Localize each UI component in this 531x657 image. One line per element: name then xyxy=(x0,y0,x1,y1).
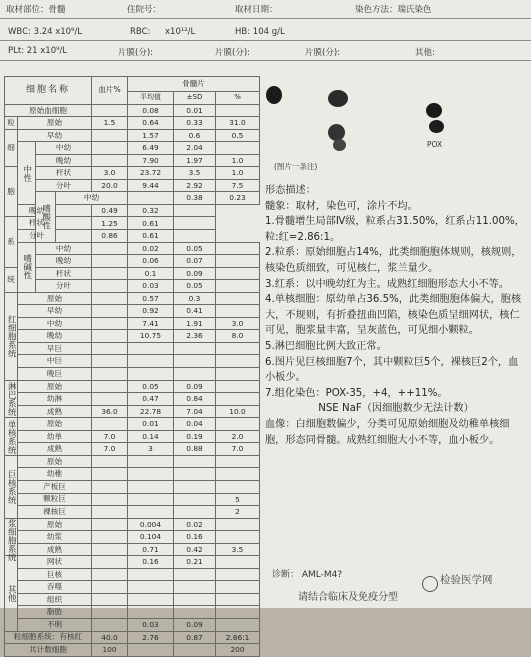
table-row: 红细胞系统 原始 0.57 0.3 xyxy=(5,292,260,305)
table-row: 粒 原始 1.5 0.64 0.33 31.0 xyxy=(5,117,260,130)
table-row: 粒细胞系统：有核红 40.0 2.76 0.87 2.86:1 xyxy=(5,631,260,644)
nse-line: NSE NaF（因细胞数少无法计数） xyxy=(318,403,474,415)
description-line: 6.图片见巨核细胞7个，其中颗粒巨5个，裸核巨2个，血小板少。 xyxy=(265,356,519,384)
table-row: 脂肪 xyxy=(5,606,260,619)
date-label: 取材日期： xyxy=(235,5,278,15)
diagnosis: 诊断： AML-M4? xyxy=(272,570,343,580)
site-label: 取材部位：骨髓 xyxy=(6,5,66,15)
table-row: 幼浆 0.104 0.16 xyxy=(5,531,260,544)
advice: 请结合临床及免疫分型 xyxy=(298,592,398,603)
morphology-description xyxy=(265,183,527,448)
table-row: 统 杆状 0.1 0.09 xyxy=(5,267,260,280)
description-line: 3.红系：以中晚幼红为主。成熟红细胞形态大小不等。 xyxy=(265,278,510,290)
wbc-value: WBC: 3.24 x10⁹/L xyxy=(8,27,83,37)
smear2-label: 片膜(分): xyxy=(215,48,250,58)
table-row: 细 早幼 1.57 0.6 0.5 xyxy=(5,129,260,142)
table-row: 淋巴系统 原始 0.05 0.09 xyxy=(5,380,260,393)
description-line: 7.组化染色：POX-35，+4，++11%。 xyxy=(265,387,448,399)
table-row: 巨核系统 原始 xyxy=(5,455,260,468)
table-row: 单核系统 原始 0.01 0.04 xyxy=(5,418,260,431)
rbc-unit: x10¹²/L xyxy=(165,27,196,37)
cell-count-table xyxy=(4,76,260,657)
table-row: 晚幼 0.49 0.32 xyxy=(5,204,260,217)
header-sd: ±SD xyxy=(174,92,216,105)
watermark: 检验医学网 xyxy=(440,574,493,586)
table-row: 原始血细胞 0.08 0.01 xyxy=(5,104,260,117)
table-row: 早幼 0.92 0.41 xyxy=(5,305,260,318)
table-row: 嗜碱性 中幼 0.02 0.05 xyxy=(5,242,260,255)
table-row: 幼稚 xyxy=(5,468,260,481)
table-row: 颗粒巨 5 xyxy=(5,493,260,506)
table-row: 分叶 0.86 0.61 xyxy=(5,230,260,243)
cell-nucleus xyxy=(426,103,442,118)
table-row: 系 杆状 1.25 0.61 xyxy=(5,217,260,230)
table-row: 晚巨 xyxy=(5,368,260,381)
description-line: 5.淋巴细胞比例大致正常。 xyxy=(265,340,387,352)
table-row: 胞 杆状 3.0 23.72 3.5 1.0 xyxy=(5,167,260,180)
table-row: 中性 中幼 6.49 2.04 xyxy=(5,142,260,155)
table-row: 幼淋 0.47 0.84 xyxy=(5,393,260,406)
plt-value: PLt: 21 x10⁹/L xyxy=(8,46,68,56)
hospital-no-label: 住院号： xyxy=(127,5,162,15)
description-line: 4.单核细胞：原幼单占36.5%，此类细胞胞体偏大，胞核大，不规则，有折叠扭曲凹陷，核染色质呈细网状，核仁可见，胞浆量丰富，呈灰蓝色，可见细小颗粒。 xyxy=(265,294,522,337)
header-marrow: 骨髓片 xyxy=(128,77,260,92)
table-row: 其他 网状 0.16 0.21 xyxy=(5,556,260,569)
table-row: 成熟 7.0 3 0.88 7.0 xyxy=(5,443,260,456)
cell-nucleus xyxy=(333,139,346,151)
table-row: 组织 xyxy=(5,593,260,606)
smear-label: 片膜(分): xyxy=(118,48,153,58)
table-row: 产板巨 xyxy=(5,480,260,493)
table-row: 晚幼 10.75 2.36 8.0 xyxy=(5,330,260,343)
cell-nucleus xyxy=(266,86,282,104)
rbc-label: RBC: xyxy=(130,27,151,37)
table-row: 晚幼 0.06 0.07 xyxy=(5,255,260,268)
description-title: 形态描述： xyxy=(265,185,316,196)
header-pct: % xyxy=(216,92,260,105)
description-line: 髓象：取材，染色可，涂片不均。 xyxy=(265,200,418,212)
table-row: 晚幼 7.90 1.97 1.0 xyxy=(5,154,260,167)
table-row: 裸核巨 2 xyxy=(5,506,260,519)
header-cell-name: 细胞名称 xyxy=(5,77,92,105)
other-label: 其他: xyxy=(415,48,435,58)
stain-label: 染色方法：瑞氏染色 xyxy=(355,5,432,15)
image-caption: (图片一条注) xyxy=(274,162,318,171)
wechat-icon xyxy=(422,576,438,592)
smear3-label: 片膜(分): xyxy=(305,48,340,58)
cell-nucleus xyxy=(328,90,348,107)
header-mean: 平均值 xyxy=(128,92,174,105)
description-line: 1.骨髓增生局部Ⅳ级，粒系占31.50%，红系占11.00%，粒:红=2.86:1。 xyxy=(265,216,525,243)
table-row: 中巨 xyxy=(5,355,260,368)
table-row: 巨核 xyxy=(5,568,260,581)
table-row: 共计数细胞 100 200 xyxy=(5,644,260,657)
table-row: 成熟 36.0 22.78 7.04 10.0 xyxy=(5,405,260,418)
table-row: 早巨 xyxy=(5,342,260,355)
table-row: 分叶 0.03 0.05 xyxy=(5,280,260,293)
blood-picture: 血像：白细胞数偏少，分类可见原始细胞及幼稚单核细胞，形态同骨髓。成熟红细胞大小不等，血小板少。 xyxy=(265,418,510,446)
marrow-image-left xyxy=(262,66,372,174)
hb-value: HB: 104 g/L xyxy=(235,27,285,37)
table-row: 嗜酸性 中幼 0.38 0.23 xyxy=(5,192,260,205)
description-line: 2.粒系：原始细胞占14%，此类细胞胞体规则，核规则，核染色质细致，可见核仁，浆兰量少。 xyxy=(265,247,522,274)
table-row: 分叶 20.0 9.44 2.92 7.5 xyxy=(5,179,260,192)
header-blood: 血片% xyxy=(92,77,128,105)
table-row: 中幼 7.41 1.91 3.0 xyxy=(5,317,260,330)
pox-image xyxy=(386,66,526,174)
table-row: 吞噬 xyxy=(5,581,260,594)
cell-nucleus xyxy=(429,120,444,133)
table-row: 不明 0.03 0.09 xyxy=(5,618,260,631)
pox-caption: POX xyxy=(427,140,443,149)
table-row: 成熟 0.71 0.42 3.5 xyxy=(5,543,260,556)
table-row: 幼单 7.0 0.14 0.19 2.0 xyxy=(5,430,260,443)
table-row: 浆细胞系统 原始 0.004 0.02 xyxy=(5,518,260,531)
